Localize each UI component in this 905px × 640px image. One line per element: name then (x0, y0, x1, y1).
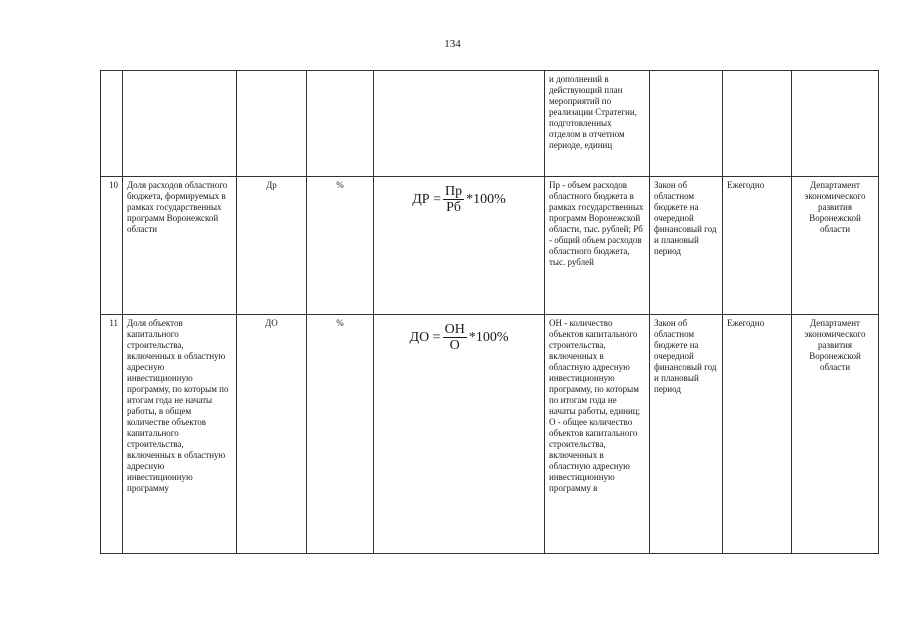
responsible-cell: Департамент экономического развития Воронежской области (792, 177, 879, 315)
periodicity-cell (723, 71, 792, 177)
formula-cell (374, 315, 545, 554)
responsible-cell (792, 71, 879, 177)
formula-cell (374, 177, 545, 315)
formula-tail: *100% (466, 191, 506, 207)
abbreviation-cell: ДО (237, 315, 307, 554)
abbreviation-cell: Др (237, 177, 307, 315)
description-cell: ОН - количество объектов капитального строительства, включенных в областную адресную инвестиционную программу, по которым по итогам года не начаты работы, единиц; О - общее количество объектов капитального строительства, включенных в областную адресную инвестиционную программу в (545, 315, 650, 554)
formula-numerator: Пр (444, 184, 463, 199)
formula-denominator: Рб (446, 200, 461, 215)
page-number: 134 (444, 38, 461, 50)
indicator-name-cell: Доля расходов областного бюджета, формируемых в рамках государственных программ Воронежской области (123, 177, 237, 315)
periodicity-cell: Ежегодно (723, 315, 792, 554)
row-number-cell: 11 (101, 315, 123, 554)
periodicity-cell: Ежегодно (723, 177, 792, 315)
indicator-name-cell: Доля объектов капитального строительства, включенных в областную адресную инвестиционную программу, по которым по итогам года не начаты работы, в общем количестве объектов капитального строительства, включенных в областную адресную инвестиционную программу (123, 315, 237, 554)
row-number-cell (101, 71, 123, 177)
table-row (101, 177, 879, 315)
formula-numerator: ОН (444, 322, 465, 337)
table-row (101, 315, 879, 554)
formula-lhs: ДР = (412, 191, 441, 207)
unit-cell (307, 71, 374, 177)
indicator-name-cell (123, 71, 237, 177)
unit-cell: % (307, 177, 374, 315)
source-cell: Закон об областном бюджете на очередной финансовый год и плановый период (650, 315, 723, 554)
unit-cell: % (307, 315, 374, 554)
formula-denominator: О (449, 338, 460, 353)
abbreviation-cell (237, 71, 307, 177)
responsible-cell: Департамент экономического развития Воронежской области (792, 315, 879, 554)
formula-tail: *100% (468, 329, 509, 345)
table-row (101, 71, 879, 177)
formula-cell (374, 71, 545, 177)
formula-lhs: ДО = (409, 329, 441, 345)
formula (378, 322, 540, 353)
source-cell: Закон об областном бюджете на очередной финансовый год и плановый период (650, 177, 723, 315)
description-cell: Пр - объем расходов областного бюджета в рамках государственных программ Воронежской области, тыс. рублей; Рб - общий объем расходов областного бюджета, тыс. рублей (545, 177, 650, 315)
row-number-cell: 10 (101, 177, 123, 315)
source-cell (650, 71, 723, 177)
formula (378, 184, 540, 215)
description-cell: и дополнений в действующий план мероприятий по реализации Стратегии, подготовленных отделом в отчетном периоде, единиц (545, 71, 650, 177)
formula-fraction (443, 322, 467, 353)
indicator-table (100, 70, 879, 554)
formula-fraction (443, 184, 464, 215)
